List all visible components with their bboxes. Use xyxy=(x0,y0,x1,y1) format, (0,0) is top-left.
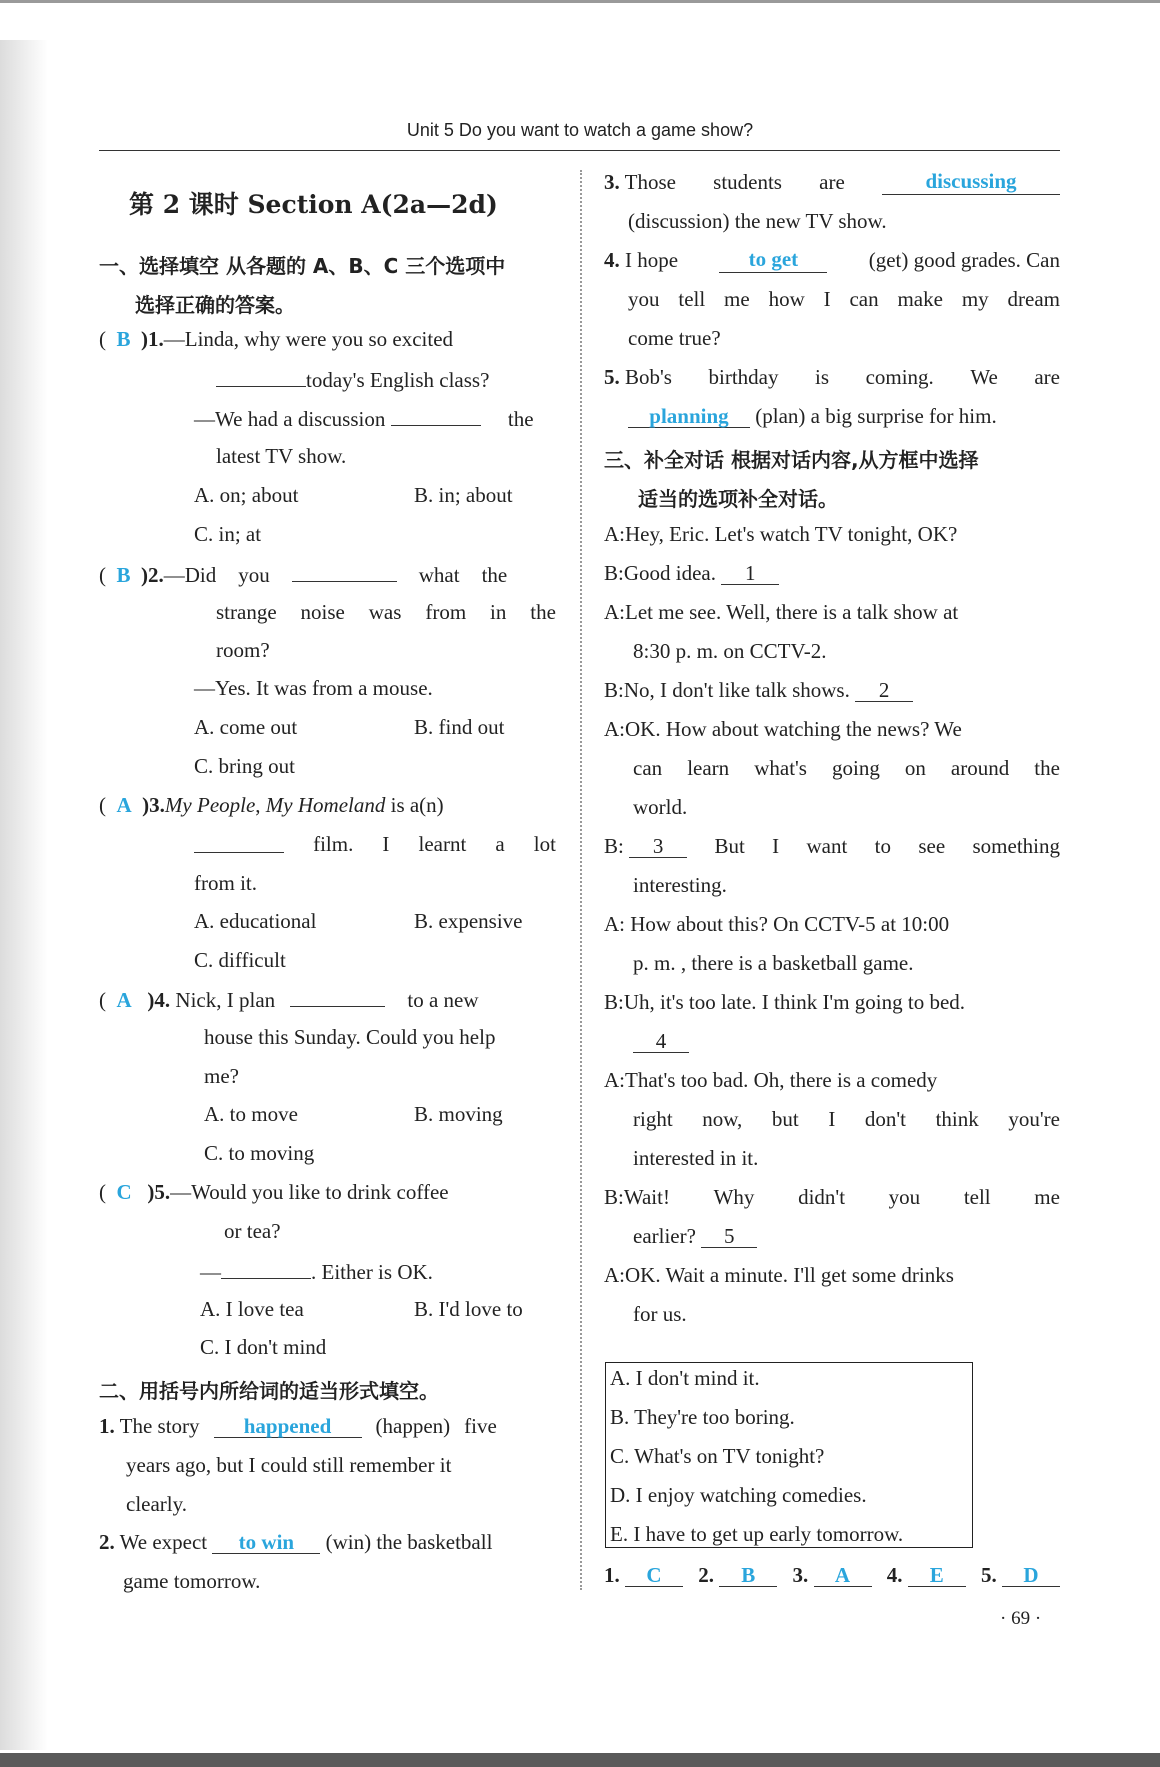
question-text: I hope xyxy=(625,248,679,272)
answer-choice: A xyxy=(116,793,132,817)
question-text: (happen) xyxy=(375,1414,451,1438)
question-text: the xyxy=(481,563,508,587)
option-item: A. I don't mind it. xyxy=(610,1366,760,1390)
question-number: )1. xyxy=(141,327,164,351)
question-text: I xyxy=(823,287,831,311)
question-number: 3. xyxy=(604,170,620,194)
answer-number: 5. xyxy=(981,1563,997,1587)
dialogue-line: to xyxy=(874,834,891,858)
dialogue-line: B:No, I don't like talk shows. xyxy=(604,678,850,702)
answer-text: E xyxy=(908,1564,966,1587)
answer-text: C xyxy=(625,1564,683,1587)
question-text: (discussion) the new TV show. xyxy=(628,209,887,233)
dialogue-blank: 2 xyxy=(855,679,913,702)
page-number: · 69 · xyxy=(1000,1608,1042,1629)
dialogue-line: earlier? xyxy=(633,1224,696,1248)
question-text: the xyxy=(530,600,556,624)
question-text: We xyxy=(970,365,998,389)
fill-question-3 xyxy=(604,170,1060,195)
dialogue-line: p. m. , there is a basketball game. xyxy=(633,951,914,975)
question-text: you xyxy=(238,563,270,587)
option-a: A. come out xyxy=(194,715,298,739)
answer-choice: C xyxy=(116,1180,132,1204)
dialogue-line: interesting. xyxy=(633,873,727,897)
question-text: game tomorrow. xyxy=(123,1569,261,1593)
blank xyxy=(290,986,385,1007)
question-2: ( B )2.—Did you what the xyxy=(99,563,508,587)
question-4: ( A )4. Nick, I plan to a new xyxy=(99,988,479,1012)
question-text: room? xyxy=(216,638,270,662)
dialogue-blank: 5 xyxy=(701,1225,757,1248)
question-text: , xyxy=(255,793,261,817)
question-number: )2. xyxy=(141,563,164,587)
option-a: A. I love tea xyxy=(200,1297,304,1321)
dialogue-line: think xyxy=(935,1107,979,1131)
dialogue-line: Why xyxy=(713,1185,755,1209)
answer-text: B xyxy=(719,1564,777,1587)
option-b: B. moving xyxy=(414,1102,503,1126)
question-number: )4. xyxy=(147,988,171,1012)
question-text: is xyxy=(815,365,830,389)
question-text: from it. xyxy=(194,871,257,895)
dialogue-line: world. xyxy=(633,795,688,819)
question-text: Bob's xyxy=(625,365,672,389)
question-number: 5. xyxy=(604,365,620,389)
dialogue-line: A:Let me see. Well, there is a talk show at xyxy=(604,600,959,624)
question-text: (plan) a big surprise for him. xyxy=(755,404,997,428)
option-b: B. find out xyxy=(414,715,505,739)
question-text: make xyxy=(897,287,943,311)
dialogue-line: I xyxy=(772,834,780,858)
dialogue-line: me xyxy=(1034,1185,1060,1209)
question-text: clearly. xyxy=(126,1492,188,1516)
question-text: five xyxy=(464,1414,497,1438)
page-shadow xyxy=(0,40,48,1750)
question-text: (win) the basketball xyxy=(325,1530,493,1554)
question-text: . Either is OK. xyxy=(311,1260,433,1284)
question-text: strange xyxy=(216,600,277,624)
lesson-title: 第 2 课时 Section A(2a—2d) xyxy=(129,190,498,219)
dialogue-line: don't xyxy=(864,1107,907,1131)
dialogue-line: B:Uh, it's too late. I think I'm going to bed. xyxy=(604,990,966,1014)
fill-question-2 xyxy=(99,1530,492,1555)
answer-row xyxy=(604,1563,1060,1588)
question-text: can xyxy=(849,287,879,311)
question-text: My Homeland xyxy=(265,793,386,817)
question-3: ( A )3.My People, My Homeland is a(n) xyxy=(99,793,444,817)
question-text: a xyxy=(495,832,505,856)
blank xyxy=(194,832,284,853)
dialogue-line: A:OK. Wait a minute. I'll get some drinks xyxy=(604,1263,954,1287)
part2-heading: 二、用括号内所给词的适当形式填空。 xyxy=(99,1379,439,1403)
question-text: house this Sunday. Could you help xyxy=(204,1025,496,1049)
top-border xyxy=(0,0,1160,3)
question-text: —Linda, why were you so excited xyxy=(163,327,454,351)
question-text: —Did xyxy=(163,563,217,587)
question-text: —Would you like to drink coffee xyxy=(170,1180,449,1204)
dialogue-line: But xyxy=(714,834,745,858)
dialogue-line: on xyxy=(904,756,926,780)
option-b: B. expensive xyxy=(414,909,523,933)
question-text: —We had a discussion xyxy=(194,407,386,431)
question-text: My People xyxy=(164,793,256,817)
question-text: I xyxy=(382,832,390,856)
question-text: latest TV show. xyxy=(216,444,347,468)
option-c: C. in; at xyxy=(194,522,262,546)
question-text: film. xyxy=(313,832,354,856)
option-item: D. I enjoy watching comedies. xyxy=(610,1483,867,1507)
option-c: C. to moving xyxy=(204,1141,315,1165)
question-text: from xyxy=(425,600,467,624)
question-number: )5. xyxy=(147,1180,171,1204)
dialogue-line: A:That's too bad. Oh, there is a comedy xyxy=(604,1068,938,1092)
question-text: me xyxy=(724,287,750,311)
dialogue-line: B:Good idea. xyxy=(604,561,716,585)
question-text: learnt xyxy=(418,832,467,856)
question-1: ( B )1.—Linda, why were you so excited xyxy=(99,327,454,351)
answer-number: 3. xyxy=(792,1563,809,1587)
fill-question-5 xyxy=(604,365,1060,390)
dialogue-line: interested in it. xyxy=(633,1146,759,1170)
blank xyxy=(216,366,306,387)
question-number: )3. xyxy=(142,793,165,817)
answer-number: 2. xyxy=(698,1563,714,1587)
dialogue-line: can xyxy=(633,756,663,780)
question-number: 2. xyxy=(99,1530,115,1554)
dialogue-line: but xyxy=(771,1107,799,1131)
dialogue-line: want xyxy=(806,834,848,858)
answer-text: D xyxy=(1002,1564,1060,1587)
answer-text: to get xyxy=(719,248,827,273)
part3-heading-line2: 适当的选项补全对话。 xyxy=(638,487,838,511)
question-text: or tea? xyxy=(224,1219,281,1243)
option-item: B. They're too boring. xyxy=(610,1405,795,1429)
question-number: 1. xyxy=(99,1414,115,1438)
dialogue-line: A:Hey, Eric. Let's watch TV tonight, OK? xyxy=(604,522,958,546)
question-text: to a new xyxy=(407,988,479,1012)
question-text: —Yes. It was from a mouse. xyxy=(194,676,433,700)
option-b: B. I'd love to xyxy=(414,1297,523,1321)
option-c: C. bring out xyxy=(194,754,295,778)
answer-choice: A xyxy=(116,988,132,1012)
option-a: A. on; about xyxy=(194,483,299,507)
answer-text: happened xyxy=(214,1415,362,1438)
answer-text: to win xyxy=(212,1531,320,1554)
dialogue-line: around xyxy=(950,756,1010,780)
question-text: birthday xyxy=(708,365,779,389)
part1-heading-line2: 选择正确的答案。 xyxy=(135,293,295,317)
blank xyxy=(391,405,481,426)
question-text: my xyxy=(961,287,989,311)
dialogue-blank: 3 xyxy=(629,835,687,858)
dialogue-line: see xyxy=(918,834,946,858)
answer-number: 1. xyxy=(604,1563,620,1587)
question-text: noise xyxy=(300,600,345,624)
dialogue-line: didn't xyxy=(798,1185,846,1209)
question-text: Those xyxy=(624,170,676,194)
question-text: We expect xyxy=(119,1530,208,1554)
dialogue-line: going xyxy=(832,756,880,780)
question-text: tell xyxy=(678,287,706,311)
question-text: was xyxy=(368,600,402,624)
answer-choice: B xyxy=(116,563,131,587)
question-text: students xyxy=(713,170,782,194)
dialogue-blank: 1 xyxy=(721,562,779,585)
part1-heading-line1: 一、选择填空 从各题的 A、B、C 三个选项中 xyxy=(99,254,506,278)
dialogue-line: the xyxy=(1034,756,1060,780)
question-number: 4. xyxy=(604,248,620,272)
question-text: Nick, I plan xyxy=(175,988,276,1012)
dialogue-line: for us. xyxy=(633,1302,687,1326)
dialogue-line: learn xyxy=(687,756,730,780)
dialogue-line: B:Wait! xyxy=(604,1185,670,1209)
blank xyxy=(292,561,397,582)
question-text: coming. xyxy=(865,365,934,389)
fill-question-4 xyxy=(604,248,1060,273)
dialogue-line: what's xyxy=(754,756,807,780)
dialogue-line: B: xyxy=(604,834,624,858)
question-text: are xyxy=(819,170,845,194)
question-text: (get) good grades. Can xyxy=(868,248,1060,272)
option-a: A. to move xyxy=(204,1102,298,1126)
fill-question-1 xyxy=(99,1414,497,1439)
option-c: C. I don't mind xyxy=(200,1335,327,1359)
dialogue-line: now, xyxy=(702,1107,743,1131)
question-text: The story xyxy=(119,1414,200,1438)
answer-text: discussing xyxy=(882,170,1060,195)
dialogue-line: you're xyxy=(1008,1107,1060,1131)
dialogue-blank: 4 xyxy=(633,1030,689,1053)
option-b: B. in; about xyxy=(414,483,513,507)
question-text: the xyxy=(507,407,534,431)
dialogue-line: I xyxy=(828,1107,836,1131)
dialogue-line: something xyxy=(972,834,1060,858)
dialogue-line: tell xyxy=(963,1185,991,1209)
answer-text: A xyxy=(814,1564,872,1587)
column-divider xyxy=(580,170,582,1590)
option-item: C. What's on TV tonight? xyxy=(610,1444,825,1468)
answer-number: 4. xyxy=(886,1563,903,1587)
question-text: lot xyxy=(533,832,556,856)
question-text: years ago, but I could still remember it xyxy=(126,1453,452,1477)
question-text: you xyxy=(628,287,660,311)
answer-text: planning xyxy=(628,405,750,428)
question-text: is a(n) xyxy=(390,793,444,817)
bottom-border xyxy=(0,1753,1160,1767)
question-text: me? xyxy=(204,1064,239,1088)
dialogue-line: A:OK. How about watching the news? We xyxy=(604,717,962,741)
part3-heading-line1: 三、补全对话 根据对话内容,从方框中选择 xyxy=(604,448,979,472)
dialogue-line: A: How about this? On CCTV-5 at 10:00 xyxy=(604,912,950,936)
blank xyxy=(221,1258,311,1279)
dialogue-line: 8:30 p. m. on CCTV-2. xyxy=(633,639,827,663)
running-header: Unit 5 Do you want to watch a game show? xyxy=(406,120,754,140)
dialogue-line: you xyxy=(888,1185,921,1209)
dialogue-line: right xyxy=(633,1107,673,1131)
question-text: in xyxy=(490,600,507,624)
answer-choice: B xyxy=(116,327,131,351)
question-text: are xyxy=(1034,365,1060,389)
option-c: C. difficult xyxy=(194,948,286,972)
question-text: dream xyxy=(1007,287,1060,311)
question-text: how xyxy=(768,287,805,311)
question-text: today's English class? xyxy=(306,368,490,392)
option-a: A. educational xyxy=(194,909,317,933)
question-5: ( C )5.—Would you like to drink coffee xyxy=(99,1180,449,1204)
option-item: E. I have to get up early tomorrow. xyxy=(610,1522,904,1546)
header-rule xyxy=(99,150,1060,151)
question-text: come true? xyxy=(628,326,721,350)
question-text: what xyxy=(418,563,460,587)
